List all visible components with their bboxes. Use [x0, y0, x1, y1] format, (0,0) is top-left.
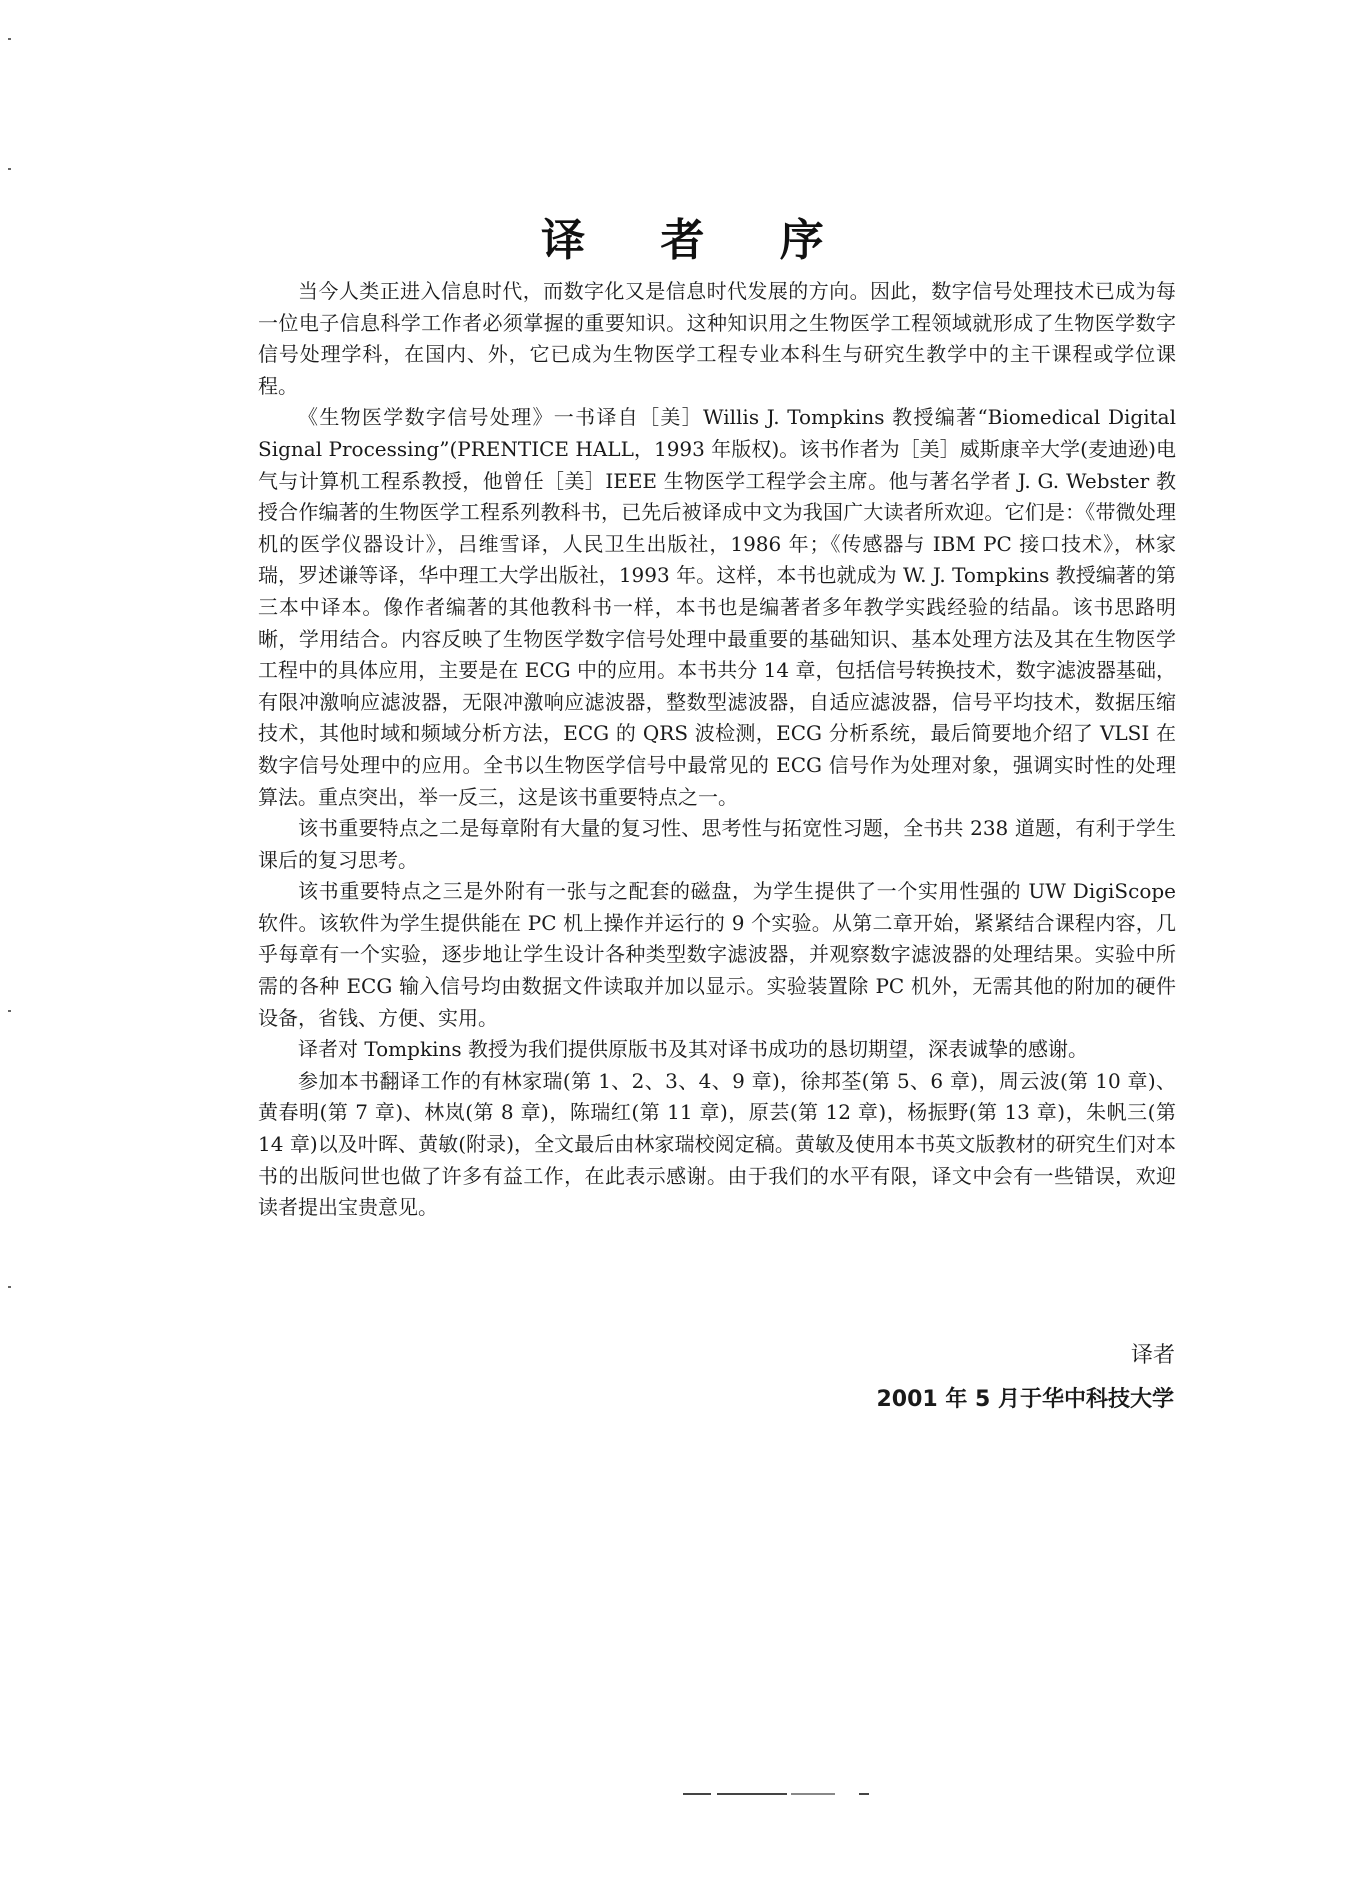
scan-speck: [8, 38, 11, 40]
page-footer-mark: [683, 1793, 878, 1797]
paragraph-contributors: 参加本书翻译工作的有林家瑞(第 1、2、3、4、9 章)，徐邦荃(第 5、6 章)，周云波(第 10 章)、黄春明(第 7 章)、林岚(第 8 章)，陈瑞红(第 11 章)，原芸(第 12 章)，杨振野(第 13 章)，朱帆三(第 14 章)以及叶晖、黄敏(附录)，全文最后由林家瑞校阅定稿。黄敏及使用本书英文版教材的研究生们对本书的出版问世也做了许多有益工作，在此表示感谢。由于我们的水平有限，译文中会有一些错误，欢迎读者提出宝贵意见。: [258, 1068, 1176, 1220]
signoff-date: 2001 年 5 月于华中科技大学: [876, 1387, 1174, 1412]
scan-speck: [8, 168, 11, 170]
paragraph-feature-three: 该书重要特点之三是外附有一张与之配套的磁盘，为学生提供了一个实用性强的 UW DigiScope 软件。该软件为学生提供能在 PC 机上操作并运行的 9 个实验。从第二章开始，紧紧结合课程内容，几乎每章有一个实验，逐步地让学生设计各种类型数字滤波器，并观察数字滤波器的处理结果。实验中所需的各种 ECG 输入信号均由数据文件读取并加以显示。实验装置除 PC 机外，无需其他的附加的硬件设备，省钱、方便、实用。: [258, 879, 1176, 1030]
paragraph-intro: 当今人类正进入信息时代，而数字化又是信息时代发展的方向。因此，数字信号处理技术已成为每一位电子信息科学工作者必须掌握的重要知识。这种知识用之生物医学工程领域就形成了生物医学数字信号处理学科，在国内、外，它已成为生物医学工程专业本科生与研究生教学中的主干课程或学位课程。: [258, 279, 1176, 398]
paragraph-feature-two: 该书重要特点之二是每章附有大量的复习性、思考性与拓宽性习题，全书共 238 道题，有利于学生课后的复习思考。: [258, 816, 1176, 872]
paragraph-thanks: 译者对 Tompkins 教授为我们提供原版书及其对译书成功的恳切期望，深表诚挚的感谢。: [298, 1037, 1088, 1062]
scan-speck: [8, 1010, 11, 1012]
signoff-translator: 译者: [1130, 1343, 1175, 1368]
preface-body: [258, 276, 1176, 1224]
scan-speck: [8, 1286, 11, 1288]
paragraph-book-overview: 《生物医学数字信号处理》一书译自［美］Willis J. Tompkins 教授编著“Biomedical Digital Signal Processing”(PRENTICE HALL，1993 年版权)。该书作者为［美］威斯康辛大学(麦迪逊)电气与计算机工程系教授，他曾任［美］IEEE 生物医学工程学会主席。他与著名学者 J. G. Webster 教授合作编著的生物医学工程系列教科书，已先后被译成中文为我国广大读者所欢迎。它们是：《带微处理机的医学仪器设计》，吕维雪译，人民卫生出版社，1986 年；《传感器与 IBM PC 接口技术》，林家瑞，罗述谦等译，华中理工大学出版社，1993 年。这样，本书也就成为 W. J. Tompkins 教授编著的第三本中译本。像作者编著的其他教科书一样，本书也是编著者多年教学实践经验的结晶。该书思路明晰，学用结合。内容反映了生物医学数字信号处理中最重要的基础知识、基本处理方法及其在生物医学工程中的具体应用，主要是在 ECG 中的应用。本书共分 14 章，包括信号转换技术，数字滤波器基础，有限冲激响应滤波器，无限冲激响应滤波器，整数型滤波器，自适应滤波器，信号平均技术，数据压缩技术，其他时域和频域分析方法，ECG 的 QRS 波检测，ECG 分析系统，最后简要地介绍了 VLSI 在数字信号处理中的应用。全书以生物医学信号中最常见的 ECG 信号作为处理对象，强调实时性的处理算法。重点突出，举一反三，这是该书重要特点之一。: [258, 405, 1176, 809]
page-title: 译 者 序: [541, 215, 854, 267]
